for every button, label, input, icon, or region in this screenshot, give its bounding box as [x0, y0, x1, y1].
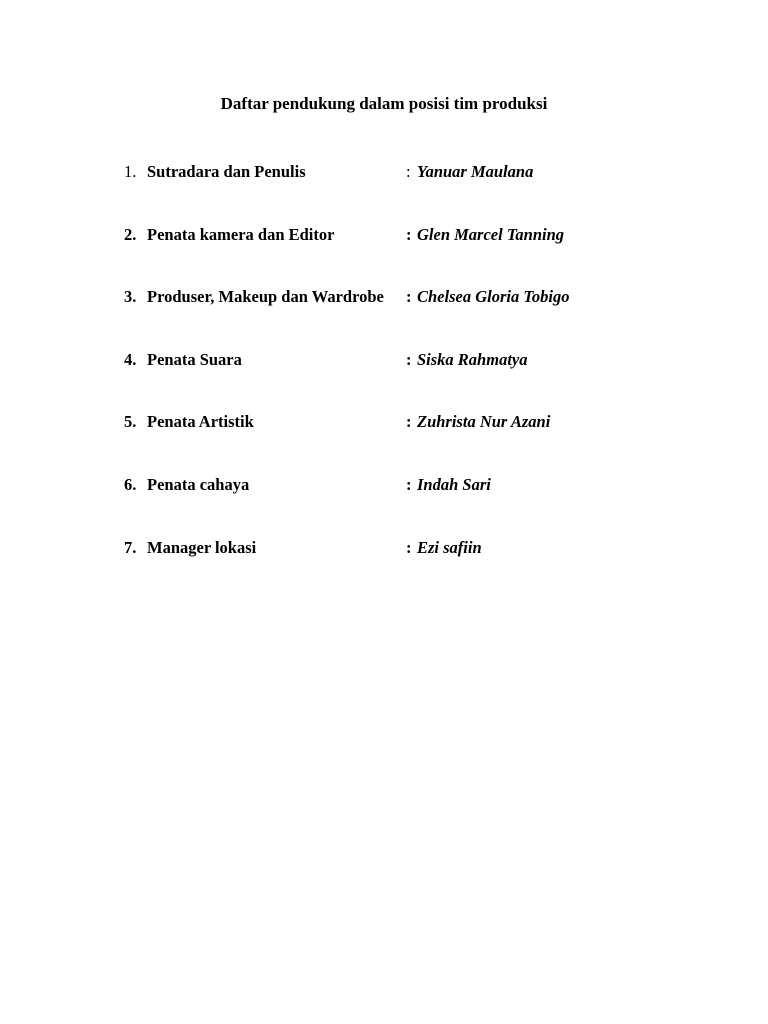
- crew-name: Siska Rahmatya: [417, 349, 528, 369]
- crew-number: 3.: [124, 287, 137, 307]
- crew-name: Chelsea Gloria Tobigo: [417, 287, 570, 307]
- crew-name: Ezi safiin: [417, 537, 482, 557]
- crew-item-3: [124, 285, 684, 348]
- crew-role: Sutradara dan Penulis: [147, 162, 306, 181]
- crew-item-2: [124, 223, 684, 286]
- crew-item-4: [124, 348, 684, 411]
- crew-item-5: [124, 410, 684, 473]
- crew-separator: :: [406, 349, 412, 369]
- crew-separator: :: [406, 474, 412, 494]
- crew-role: Penata Artistik: [147, 412, 254, 432]
- crew-name: Glen Marcel Tanning: [417, 224, 565, 244]
- crew-separator: :: [406, 287, 412, 307]
- crew-role: Produser, Makeup dan Wardrobe: [147, 287, 384, 307]
- crew-item-1: [124, 160, 684, 223]
- crew-list: [124, 160, 684, 598]
- crew-separator: :: [406, 224, 412, 244]
- crew-number: 7.: [124, 537, 137, 557]
- crew-separator: :: [406, 412, 412, 432]
- crew-role: Penata cahaya: [147, 474, 250, 494]
- crew-number: 5.: [124, 412, 137, 432]
- crew-number: 4.: [124, 349, 137, 369]
- crew-role: Manager lokasi: [147, 537, 257, 557]
- crew-number: 2.: [124, 224, 137, 244]
- crew-number: 1.: [124, 162, 137, 181]
- document-title: Daftar pendukung dalam posisi tim produksi: [220, 94, 548, 113]
- crew-name: Indah Sari: [417, 474, 491, 494]
- crew-separator: :: [406, 162, 411, 181]
- crew-role: Penata Suara: [147, 349, 242, 369]
- crew-item-6: [124, 473, 684, 536]
- crew-name: Zuhrista Nur Azani: [417, 412, 551, 432]
- crew-item-7: [124, 536, 684, 599]
- crew-name: Yanuar Maulana: [417, 162, 534, 181]
- crew-number: 6.: [124, 474, 137, 494]
- crew-role: Penata kamera dan Editor: [147, 224, 335, 244]
- crew-separator: :: [406, 537, 412, 557]
